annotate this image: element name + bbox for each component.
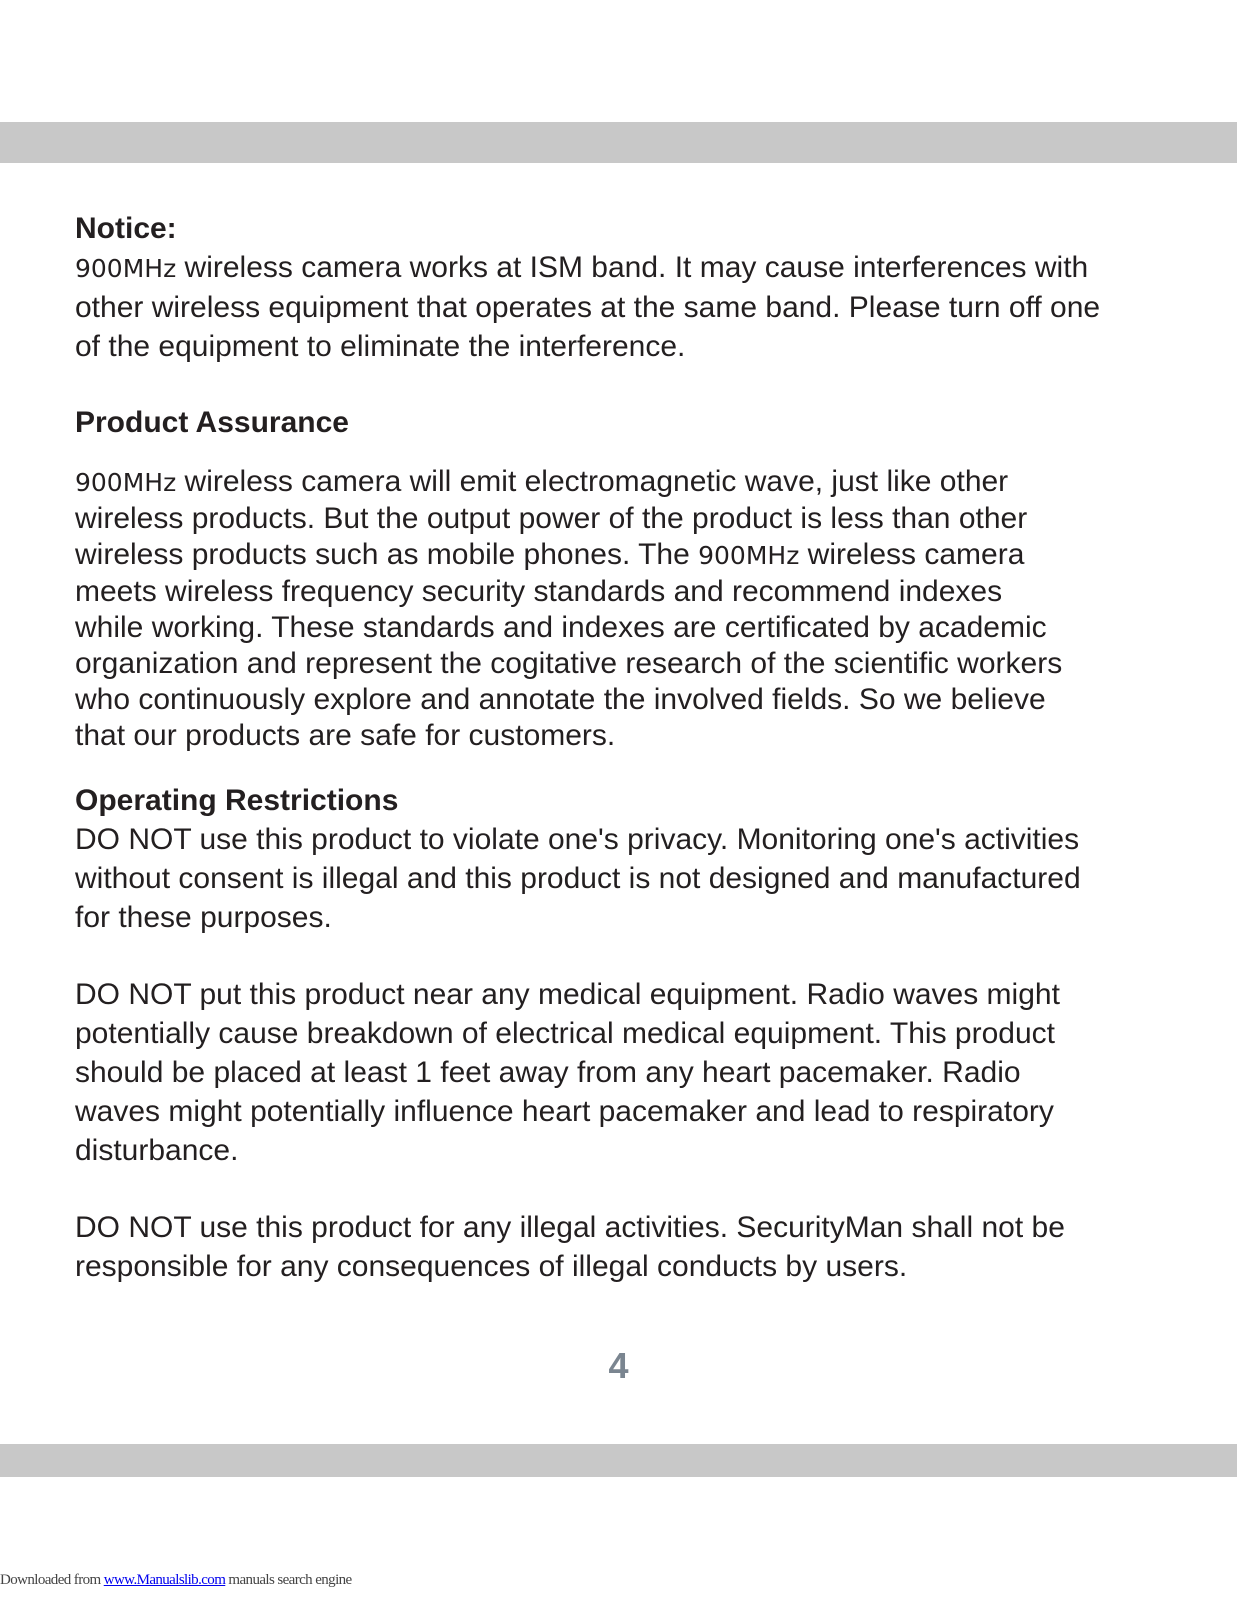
assurance-line-3: wireless products such as mobile phones. The 900MHz wireless camera: [75, 538, 1025, 571]
product-assurance-paragraph: [75, 464, 1185, 754]
notice-line-2: other wireless equipment that operates at the same band. Please turn off one: [75, 291, 1101, 324]
frequency-label: 900MHz: [698, 541, 800, 570]
page-content: [75, 210, 1185, 1286]
restriction-paragraph-privacy: DO NOT use this product to violate one's privacy. Monitoring one's activities without consent is illegal and this product is not designed and manufactured for these purposes.: [75, 823, 1081, 934]
notice-line-1: 900MHz wireless camera works at ISM band. It may cause interferences with: [75, 251, 1089, 284]
page-number: 4: [608, 1345, 629, 1386]
product-assurance-heading: Product Assurance: [75, 406, 349, 439]
frequency-label: 900MHz: [75, 254, 177, 283]
notice-paragraph: [75, 248, 1185, 366]
download-footer: Downloaded from www.Manualslib.com manuals search engine: [0, 1572, 352, 1588]
operating-restrictions-heading: Operating Restrictions: [75, 784, 399, 817]
assurance-line-7: who continuously explore and annotate the involved fields. So we believe: [75, 683, 1046, 716]
restriction-paragraph-medical: DO NOT put this product near any medical equipment. Radio waves might potentially cause breakdown of electrical medical equipment. This product should be placed at least 1 feet away from any heart pacemaker. Radio waves might potentially influence heart pacemaker and lead to respiratory disturbance.: [75, 978, 1060, 1167]
footer-band: [0, 1444, 1237, 1477]
restriction-paragraph-illegal: DO NOT use this product for any illegal activities. SecurityMan shall not be responsible for any consequences of illegal conducts by users.: [75, 1211, 1065, 1283]
assurance-line-8: that our products are safe for customers.: [75, 719, 616, 752]
frequency-label: 900MHz: [75, 468, 177, 497]
notice-line-3: of the equipment to eliminate the interference.: [75, 330, 686, 363]
assurance-line-1: 900MHz wireless camera will emit electromagnetic wave, just like other: [75, 465, 1009, 498]
assurance-line-5: while working. These standards and indexes are certificated by academic: [75, 611, 1047, 644]
header-band: [0, 122, 1237, 163]
manualslib-link[interactable]: www.Manualslib.com: [103, 1572, 226, 1588]
notice-heading: Notice:: [75, 212, 177, 245]
assurance-line-2: wireless products. But the output power of the product is less than other: [75, 502, 1028, 535]
assurance-line-4: meets wireless frequency security standards and recommend indexes: [75, 575, 1003, 608]
assurance-line-6: organization and represent the cogitative research of the scientific workers: [75, 647, 1063, 680]
